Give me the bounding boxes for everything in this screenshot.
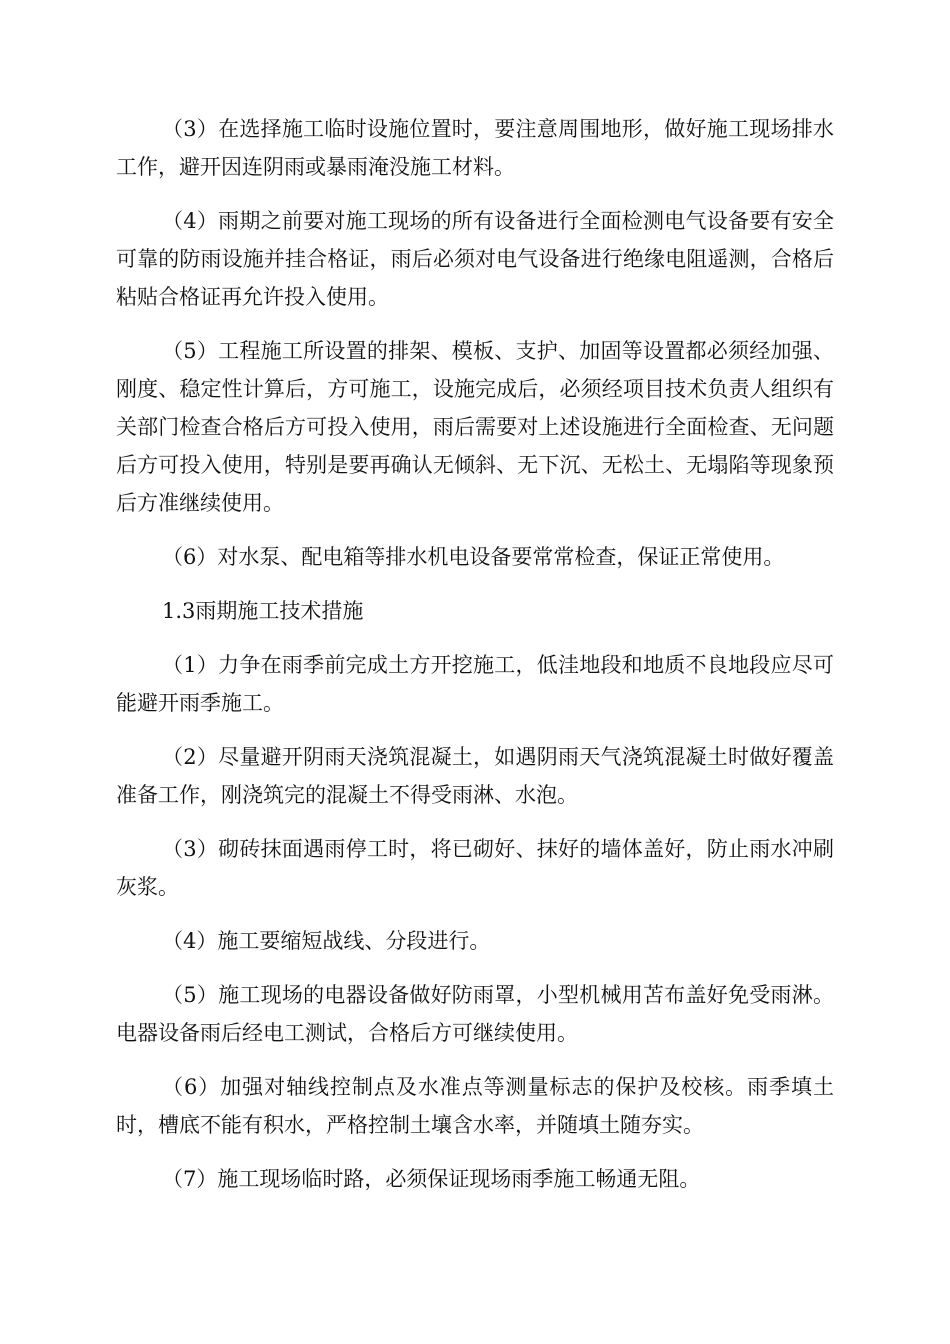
paragraph-item-5-scaffold-check: （5）工程施工所设置的排架、模板、支护、加固等设置都必须经加强、刚度、稳定性计算后，方可施工，设施完成后，必须经项目技术负责人组织有关部门检查合格后方可投入使用，雨后需要对上述设施进行全面检查、无问题后方可投入使用，特别是要再确认无倾斜、无下沉、无松土、无塌陷等现象预后方准继续使用。 — [116, 339, 834, 515]
paragraph-measure-7-temporary-road: （7）施工现场临时路，必须保证现场雨季施工畅通无阻。 — [162, 1167, 701, 1191]
document-body — [116, 110, 834, 1198]
paragraph-item-3-site-drainage: （3）在选择施工临时设施位置时，要注意周围地形，做好施工现场排水工作，避开因连阴雨或暴雨淹没施工材料。 — [116, 117, 834, 179]
section-heading: 1.3雨期施工技术措施 — [162, 599, 364, 623]
paragraph-measure-2-concrete: （2）尽量避开阴雨天浇筑混凝土，如遇阴雨天气浇筑混凝土时做好覆盖准备工作，刚浇筑完的混凝土不得受雨淋、水泡。 — [116, 745, 834, 807]
paragraph-measure-6-survey-marks: （6）加强对轴线控制点及水准点等测量标志的保护及校核。雨季填土时，槽底不能有积水，严格控制土壤含水率，并随填土随夯实。 — [116, 1075, 834, 1137]
paragraph-item-4-equipment-inspection: （4）雨期之前要对施工现场的所有设备进行全面检测电气设备要有安全可靠的防雨设施并挂合格证，雨后必须对电气设备进行绝缘电阻遥测，合格后粘贴合格证再允许投入使用。 — [116, 209, 834, 309]
paragraph-measure-3-masonry: （3）砌砖抹面遇雨停工时，将已砌好、抹好的墙体盖好，防止雨水冲刷灰浆。 — [116, 837, 834, 899]
paragraph-item-6-pump-check: （6）对水泵、配电箱等排水机电设备要常常检查，保证正常使用。 — [162, 545, 785, 569]
paragraph-measure-5-electrical: （5）施工现场的电器设备做好防雨罩，小型机械用苫布盖好免受雨淋。电器设备雨后经电工测试，合格后方可继续使用。 — [116, 983, 834, 1045]
paragraph-measure-1-earthwork: （1）力争在雨季前完成土方开挖施工，低洼地段和地质不良地段应尽可能避开雨季施工。 — [116, 653, 834, 715]
paragraph-measure-4-segments: （4）施工要缩短战线、分段进行。 — [162, 929, 491, 953]
